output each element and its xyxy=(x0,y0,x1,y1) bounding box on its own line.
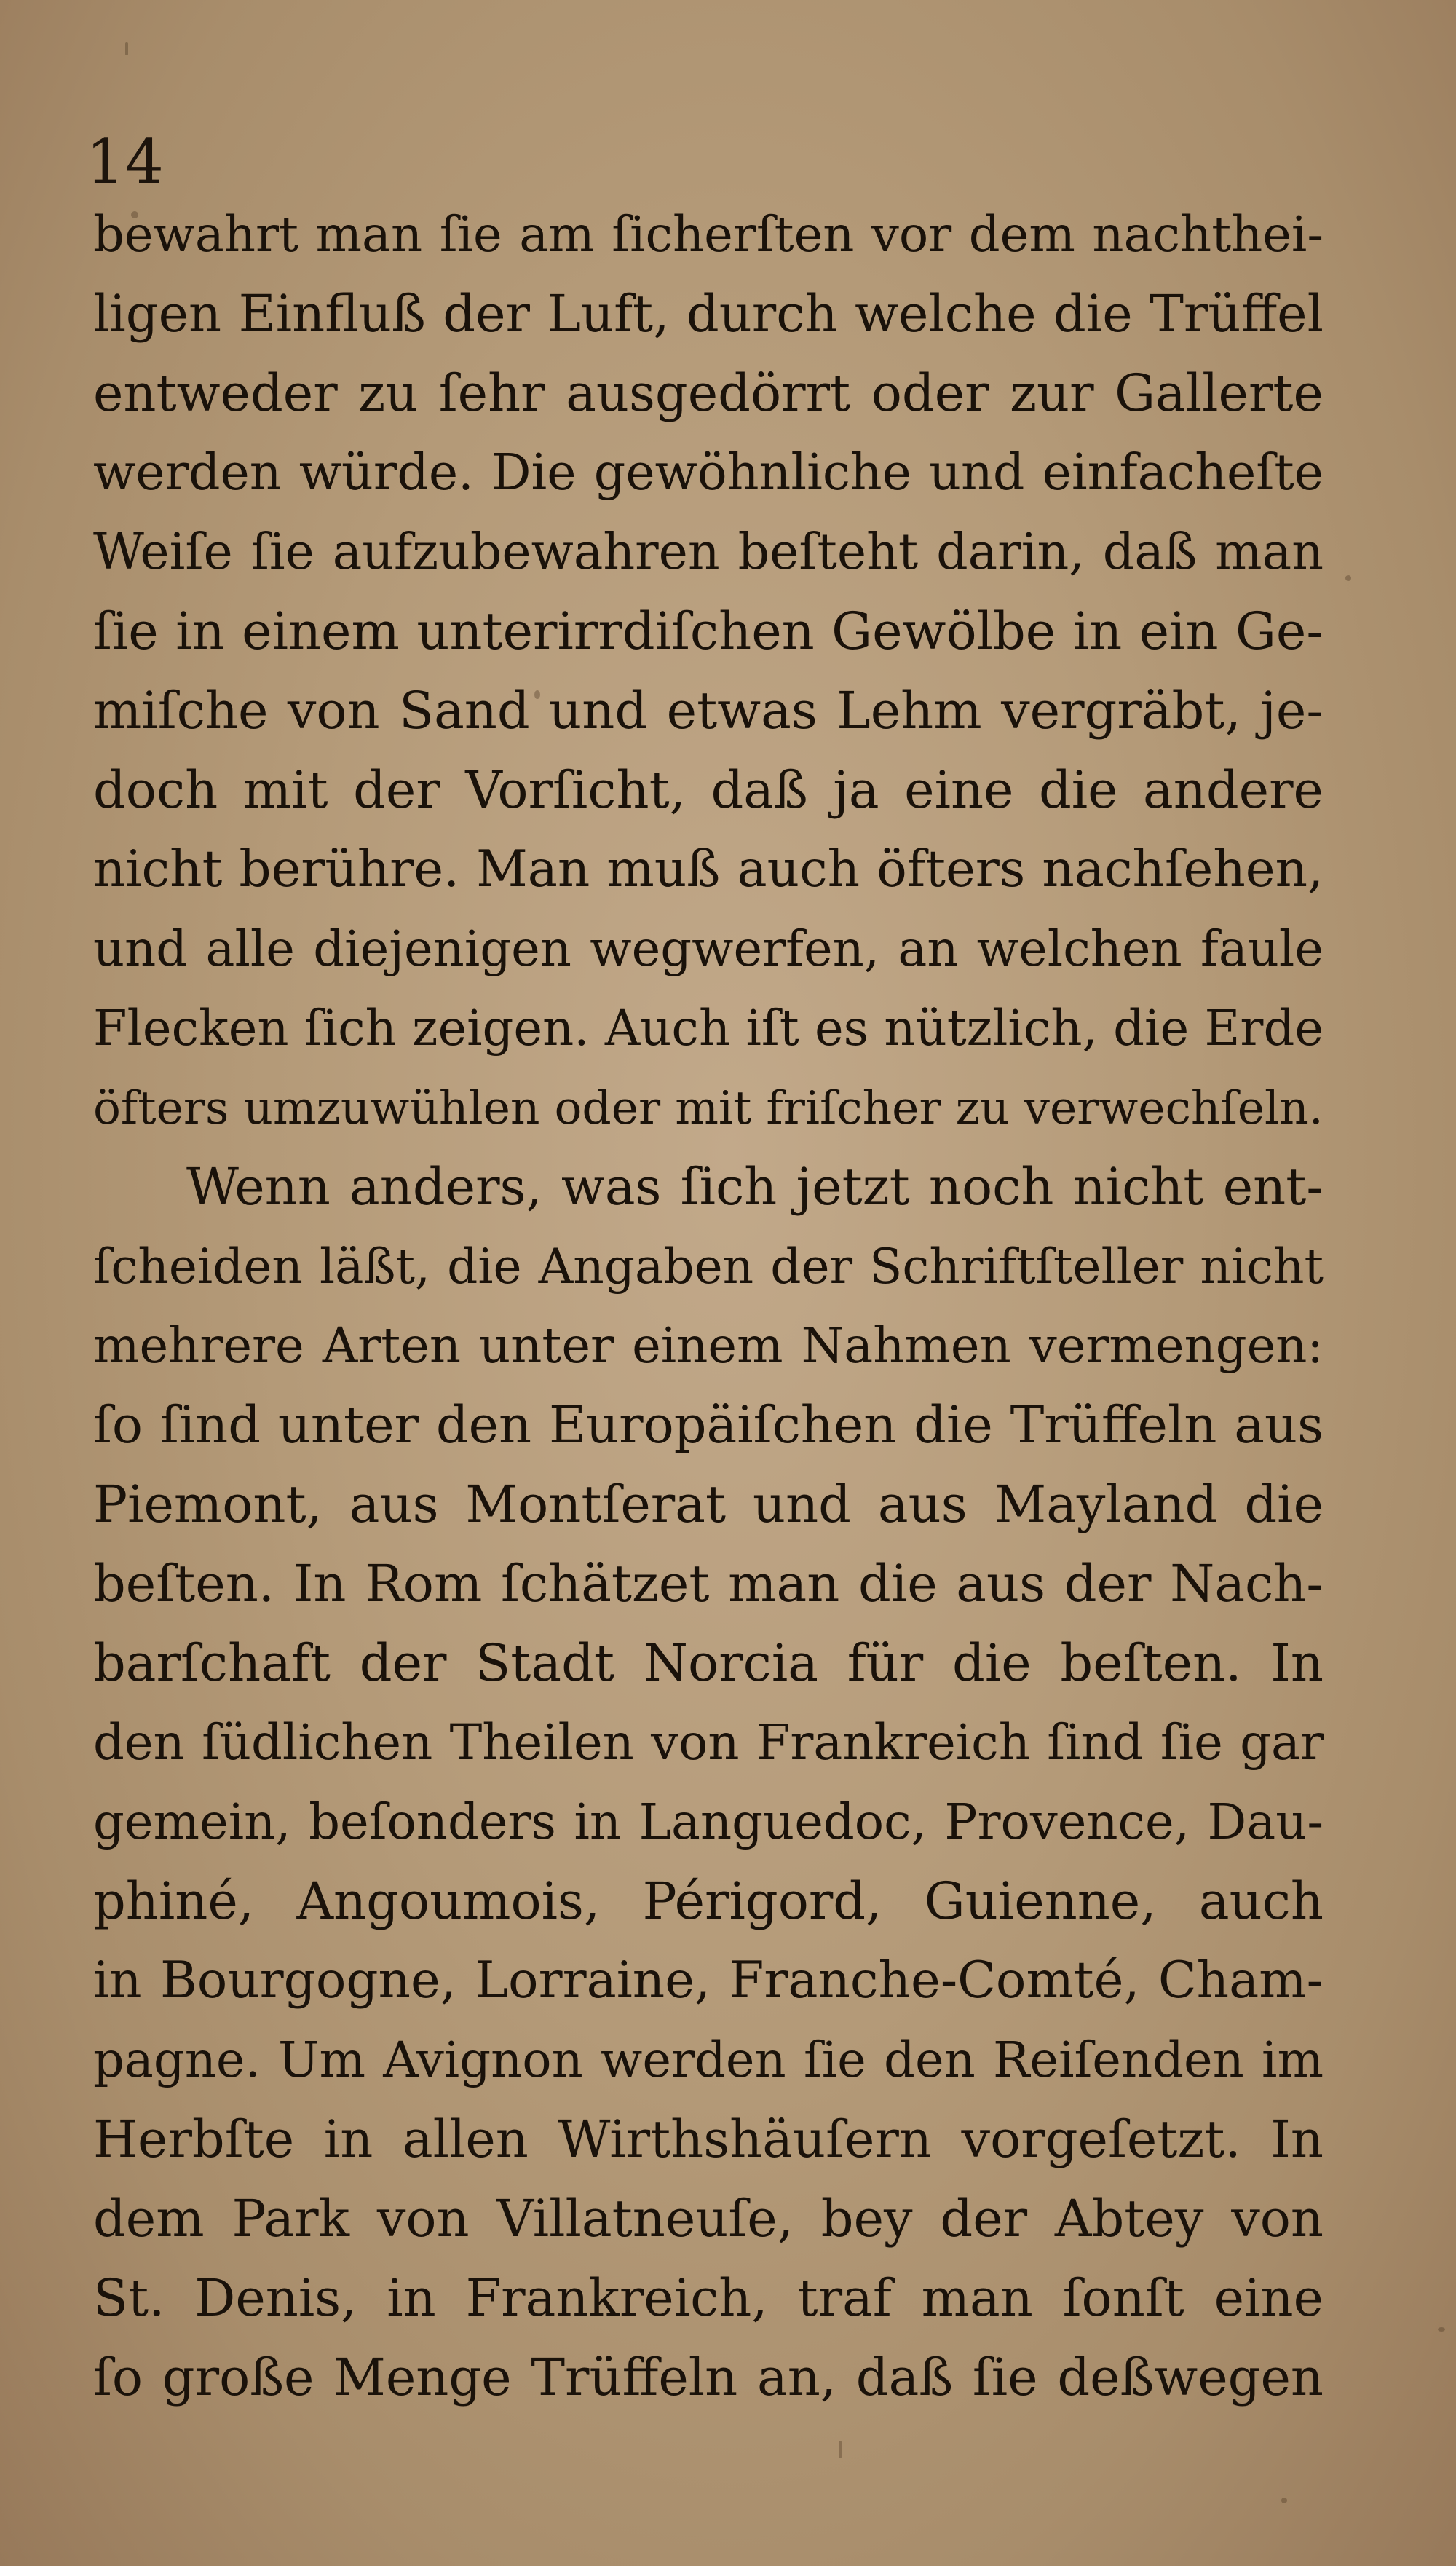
text-line: Weiſe ſie aufzubewahren beſteht darin, daß man xyxy=(93,524,1324,581)
text-line: ligen Einfluß der Luft, durch welche die Trüffel xyxy=(93,284,1324,344)
paper-speck xyxy=(1281,2498,1287,2503)
text-line: Flecken ſich zeigen. Auch iſt es nützlich, die Erde xyxy=(93,1000,1324,1057)
text-line: Piemont, aus Montſerat und aus Mayland die xyxy=(93,1475,1324,1534)
paper-speck xyxy=(1345,575,1351,581)
text-line: miſche von Sand und etwas Lehm vergräbt, je- xyxy=(93,681,1324,741)
text-line: mehrere Arten unter einem Nahmen vermengen: xyxy=(93,1317,1324,1374)
text-line: ſo große Menge Trüffeln an, daß ſie deßwegen xyxy=(93,2348,1324,2407)
text-line: pagne. Um Avignon werden ſie den Reiſenden im xyxy=(93,2032,1324,2088)
paper-speck xyxy=(125,42,128,55)
text-line: werden würde. Die gewöhnliche und einfacheſte xyxy=(93,444,1324,502)
text-line: und alle diejenigen wegwerfen, an welchen faule xyxy=(93,920,1324,977)
text-line: nicht berühre. Man muß auch öfters nachſehen, xyxy=(93,840,1324,899)
text-line: St. Denis, in Frankreich, traf man ſonſt eine xyxy=(93,2268,1324,2328)
text-line: gemein, beſonders in Languedoc, Provence, Dau- xyxy=(93,1793,1324,1850)
text-line: barſchaft der Stadt Norcia für die beſten. In xyxy=(93,1633,1324,1693)
text-line: entweder zu ſehr ausgedörrt oder zur Gallerte xyxy=(93,363,1324,423)
text-line: beſten. In Rom ſchätzet man die aus der Nach- xyxy=(93,1554,1324,1614)
paragraph-start-line: Wenn anders, was ſich jetzt noch nicht ent- xyxy=(186,1157,1324,1217)
text-line: Herbſte in allen Wirthshäuſern vorgeſetzt. In xyxy=(93,2109,1324,2169)
paper-speck xyxy=(839,2441,842,2458)
text-line: den ſüdlichen Theilen von Frankreich ſind ſie gar xyxy=(93,1714,1324,1771)
text-line: ſie in einem unterirrdiſchen Gewölbe in ein Ge- xyxy=(93,601,1324,661)
text-line: ſcheiden läßt, die Angaben der Schriftſteller nicht xyxy=(93,1239,1324,1295)
text-line: in Bourgogne, Lorraine, Franche-Comté, Cham- xyxy=(93,1951,1324,2010)
text-line: doch mit der Vorſicht, daß ja eine die andere xyxy=(93,760,1324,820)
page-number: 14 xyxy=(86,126,164,197)
text-line: dem Park von Villatneuſe, bey der Abtey von xyxy=(93,2189,1324,2249)
paragraph-end-line: öfters umzuwühlen oder mit friſcher zu verwechſeln. xyxy=(93,1081,1324,1134)
paper-speck xyxy=(1438,2327,1445,2332)
text-line: bewahrt man ſie am ſicherſten vor dem nachthei- xyxy=(93,206,1324,263)
text-line: phiné, Angoumois, Périgord, Guienne, auch xyxy=(93,1871,1324,1931)
text-line: ſo ſind unter den Europäiſchen die Trüffeln aus xyxy=(93,1395,1324,1455)
body-text xyxy=(93,195,1324,2417)
